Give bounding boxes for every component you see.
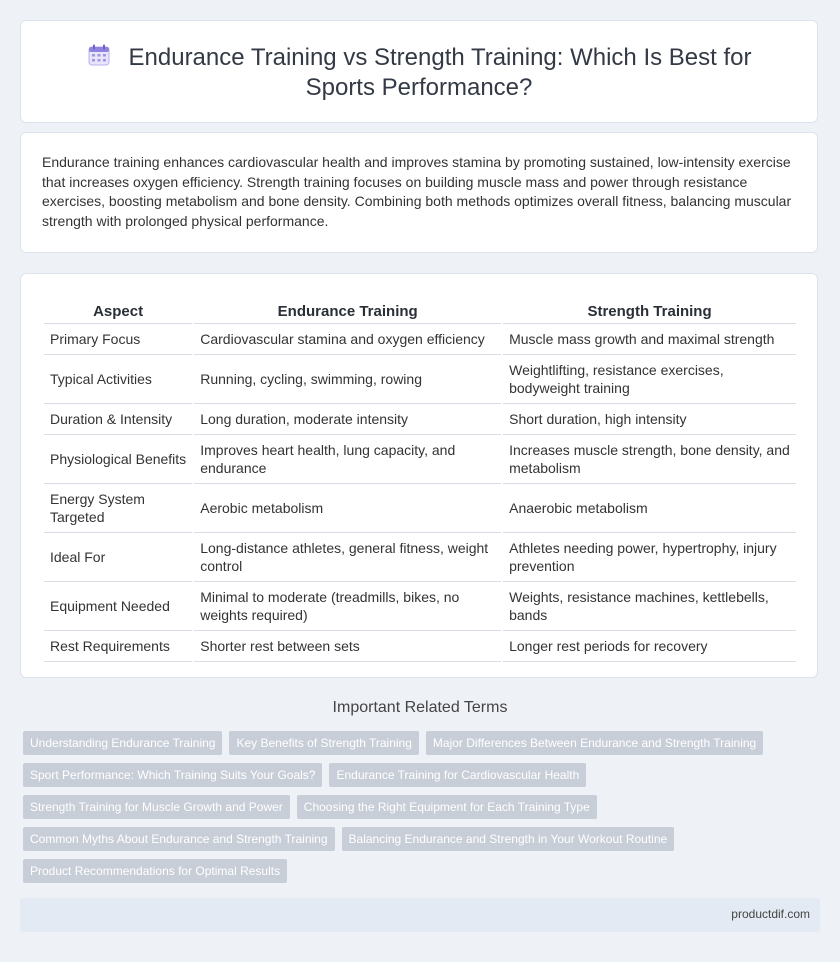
table-row xyxy=(44,484,796,533)
endurance-cell: Long-distance athletes, general fitness, weight control xyxy=(194,533,501,582)
table-row xyxy=(44,355,796,404)
endurance-cell: Minimal to moderate (treadmills, bikes, no weights required) xyxy=(194,582,501,631)
related-terms-list xyxy=(23,731,803,883)
header-endurance: Endurance Training xyxy=(194,294,501,324)
page-title: Endurance Training vs Strength Training: Which Is Best for Sports Performance? xyxy=(128,44,752,101)
endurance-cell: Cardiovascular stamina and oxygen efficiency xyxy=(194,324,501,355)
aspect-cell: Physiological Benefits xyxy=(44,435,192,484)
related-term-link[interactable]: Choosing the Right Equipment for Each Training Type xyxy=(297,795,597,819)
strength-cell: Increases muscle strength, bone density, and metabolism xyxy=(503,435,796,484)
header-aspect: Aspect xyxy=(44,294,192,324)
strength-cell: Anaerobic metabolism xyxy=(503,484,796,533)
related-term-link[interactable]: Key Benefits of Strength Training xyxy=(229,731,418,755)
related-term-link[interactable]: Strength Training for Muscle Growth and Power xyxy=(23,795,290,819)
comparison-card xyxy=(20,273,818,678)
intro-paragraph: Endurance training enhances cardiovascular health and improves stamina by promoting sustained, low-intensity exercise that increases oxygen efficiency. Strength training focuses on building muscle mass and power through resistance exercises, boosting metabolism and bone density. Combining both methods optimizes overall fitness, balancing muscular strength with prolonged physical performance. xyxy=(42,154,792,229)
page-title-wrap xyxy=(61,43,777,103)
strength-cell: Weightlifting, resistance exercises, bodyweight training xyxy=(503,355,796,404)
aspect-cell: Equipment Needed xyxy=(44,582,192,631)
aspect-cell: Typical Activities xyxy=(44,355,192,404)
table-row xyxy=(44,404,796,435)
endurance-cell: Aerobic metabolism xyxy=(194,484,501,533)
aspect-cell: Duration & Intensity xyxy=(44,404,192,435)
endurance-cell: Shorter rest between sets xyxy=(194,631,501,662)
header-strength: Strength Training xyxy=(503,294,796,324)
strength-cell: Athletes needing power, hypertrophy, injury prevention xyxy=(503,533,796,582)
related-term-link[interactable]: Common Myths About Endurance and Strength Training xyxy=(23,827,335,851)
related-term-link[interactable]: Major Differences Between Endurance and Strength Training xyxy=(426,731,763,755)
strength-cell: Short duration, high intensity xyxy=(503,404,796,435)
related-term-link[interactable]: Endurance Training for Cardiovascular Health xyxy=(329,763,586,787)
aspect-cell: Rest Requirements xyxy=(44,631,192,662)
related-term-link[interactable]: Sport Performance: Which Training Suits Your Goals? xyxy=(23,763,322,787)
related-term-link[interactable]: Product Recommendations for Optimal Results xyxy=(23,859,287,883)
table-row xyxy=(44,631,796,662)
table-row xyxy=(44,533,796,582)
aspect-cell: Energy System Targeted xyxy=(44,484,192,533)
table-header-row xyxy=(44,294,796,324)
footer-site-link[interactable]: productdif.com xyxy=(731,907,810,921)
related-term-link[interactable]: Balancing Endurance and Strength in Your Workout Routine xyxy=(342,827,675,851)
strength-cell: Muscle mass growth and maximal strength xyxy=(503,324,796,355)
aspect-cell: Ideal For xyxy=(44,533,192,582)
strength-cell: Longer rest periods for recovery xyxy=(503,631,796,662)
table-row xyxy=(44,582,796,631)
footer-bar xyxy=(20,898,820,932)
calendar-icon xyxy=(87,43,111,67)
endurance-cell: Long duration, moderate intensity xyxy=(194,404,501,435)
aspect-cell: Primary Focus xyxy=(44,324,192,355)
title-card xyxy=(20,20,818,123)
endurance-cell: Improves heart health, lung capacity, and endurance xyxy=(194,435,501,484)
related-term-link[interactable]: Understanding Endurance Training xyxy=(23,731,222,755)
endurance-cell: Running, cycling, swimming, rowing xyxy=(194,355,501,404)
table-row xyxy=(44,435,796,484)
strength-cell: Weights, resistance machines, kettlebells, bands xyxy=(503,582,796,631)
related-terms-heading: Important Related Terms xyxy=(332,699,508,716)
comparison-table xyxy=(42,294,798,662)
table-row xyxy=(44,324,796,355)
intro-card xyxy=(20,132,818,253)
